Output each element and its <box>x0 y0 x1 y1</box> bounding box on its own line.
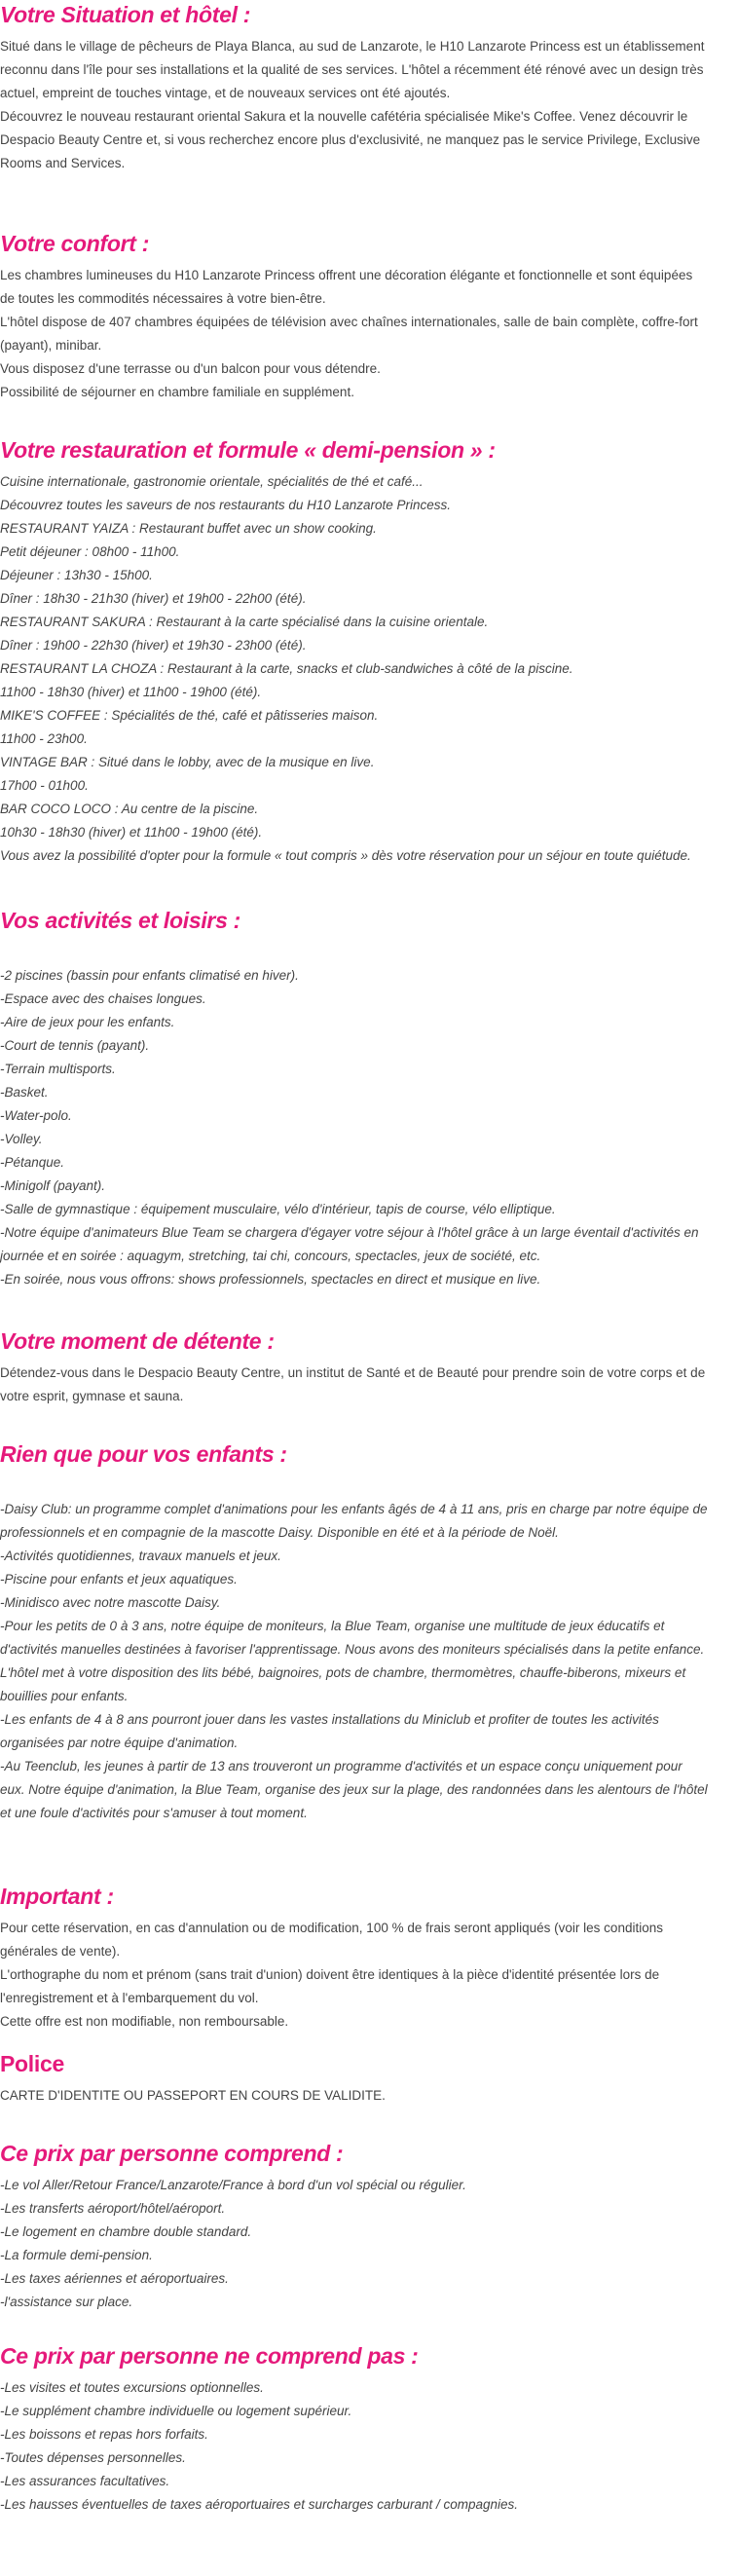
text-line: Cuisine internationale, gastronomie orientale, spécialités de thé et café... <box>0 474 424 489</box>
text-line: d'activités manuelles destinées à favoriser l'apprentissage. Nous avons des moniteurs spécialisés dans la petite enfance. <box>0 1642 705 1657</box>
section-body-situation <box>0 35 732 175</box>
text-line: professionnels et en compagnie de la mascotte Daisy. Disponible en été et à la période de Noël. <box>0 1525 559 1540</box>
text-line: -Espace avec des chaises longues. <box>0 991 206 1006</box>
text-line: -Les transferts aéroport/hôtel/aéroport. <box>0 2201 226 2216</box>
section-detente <box>0 1326 732 1408</box>
section-title-police: Police <box>0 2051 64 2076</box>
text-line: -La formule demi-pension. <box>0 2248 153 2262</box>
text-line: RESTAURANT LA CHOZA : Restaurant à la carte, snacks et club-sandwiches à côté de la piscine. <box>0 661 573 676</box>
text-line: -Les boissons et repas hors forfaits. <box>0 2427 208 2442</box>
text-line: -Minigolf (payant). <box>0 1178 106 1193</box>
section-title-detente: Votre moment de détente : <box>0 1328 275 1354</box>
text-line: -2 piscines (bassin pour enfants climatisé en hiver). <box>0 968 299 983</box>
text-line: BAR COCO LOCO : Au centre de la piscine. <box>0 802 259 816</box>
text-line: -Pétanque. <box>0 1155 65 1170</box>
text-line: Découvrez le nouveau restaurant oriental Sakura et la nouvelle cafétéria spécialisée Mike's Coffee. Venez découvrir le <box>0 109 688 124</box>
text-line: -Piscine pour enfants et jeux aquatiques. <box>0 1572 238 1587</box>
text-line: -Basket. <box>0 1085 49 1100</box>
text-line: Pour cette réservation, en cas d'annulation ou de modification, 100 % de frais seront appliqués (voir les conditions <box>0 1921 663 1935</box>
section-body-important <box>0 1917 732 2034</box>
section-body-restauration <box>0 470 732 868</box>
text-line: -Minidisco avec notre mascotte Daisy. <box>0 1595 221 1610</box>
text-line: de toutes les commodités nécessaires à votre bien-être. <box>0 291 326 306</box>
text-line: Vous disposez d'une terrasse ou d'un balcon pour vous détendre. <box>0 361 381 376</box>
section-restauration <box>0 435 732 868</box>
section-body-confort <box>0 264 732 404</box>
text-line: -Activités quotidiennes, travaux manuels et jeux. <box>0 1549 281 1563</box>
section-ne-comprend-pas <box>0 2341 732 2517</box>
section-title-activites: Vos activités et loisirs : <box>0 908 241 933</box>
section-body-enfants <box>0 1475 732 1825</box>
section-title-ne-comprend-pas: Ce prix par personne ne comprend pas : <box>0 2343 419 2369</box>
text-line: MIKE'S COFFEE : Spécialités de thé, café et pâtisseries maison. <box>0 708 379 723</box>
text-line: Dîner : 18h30 - 21h30 (hiver) et 19h00 - 22h00 (été). <box>0 591 307 606</box>
text-line: Déjeuner : 13h30 - 15h00. <box>0 568 153 582</box>
text-line: bouillies pour enfants. <box>0 1689 129 1703</box>
text-line: Possibilité de séjourner en chambre familiale en supplément. <box>0 385 354 399</box>
text-line: 11h00 - 23h00. <box>0 731 88 746</box>
section-title-important: Important : <box>0 1884 114 1909</box>
text-line: générales de vente). <box>0 1944 121 1959</box>
text-line: -Les enfants de 4 à 8 ans pourront jouer dans les vastes installations du Miniclub et profiter de toutes les activités <box>0 1712 659 1727</box>
text-line: organisées par notre équipe d'animation. <box>0 1736 239 1750</box>
text-line: reconnu dans l'île pour ses installations et la qualité de ses services. L'hôtel a récemment été rénové avec un design très <box>0 62 704 77</box>
text-line: -Les taxes aériennes et aéroportuaires. <box>0 2271 229 2286</box>
text-line: -En soirée, nous vous offrons: shows professionnels, spectacles en direct et musique en live. <box>0 1272 541 1287</box>
text-line: RESTAURANT YAIZA : Restaurant buffet avec un show cooking. <box>0 521 377 536</box>
section-enfants <box>0 1439 732 1825</box>
section-comprend <box>0 2139 732 2314</box>
text-line: 17h00 - 01h00. <box>0 778 89 793</box>
text-line: -Le vol Aller/Retour France/Lanzarote/France à bord d'un vol spécial ou régulier. <box>0 2178 466 2192</box>
text-line: journée et en soirée : aquagym, stretching, tai chi, concours, spectacles, jeux de société, etc. <box>0 1249 541 1263</box>
text-line: CARTE D'IDENTITE OU PASSEPORT EN COURS DE VALIDITE. <box>0 2088 386 2103</box>
text-line: eux. Notre équipe d'animation, la Blue Team, organise des jeux sur la plage, des randonnées dans les alentours de l'hôtel <box>0 1782 708 1797</box>
section-title-situation: Votre Situation et hôtel : <box>0 2 251 27</box>
text-line: L'orthographe du nom et prénom (sans trait d'union) doivent être identiques à la pièce d'identité présentée lors de <box>0 1967 660 1982</box>
section-confort <box>0 229 732 404</box>
section-title-confort: Votre confort : <box>0 231 150 256</box>
text-line: -Pour les petits de 0 à 3 ans, notre équipe de moniteurs, la Blue Team, organise une multitude de jeux éducatifs et <box>0 1619 665 1633</box>
section-body-police <box>0 2084 732 2108</box>
section-title-restauration: Votre restauration et formule « demi-pension » : <box>0 437 496 463</box>
text-line: -Daisy Club: un programme complet d'animations pour les enfants âgés de 4 à 11 ans, pris en charge par notre équipe de <box>0 1502 708 1516</box>
text-line: -Notre équipe d'animateurs Blue Team se chargera d'égayer votre séjour à l'hôtel grâce à un large éventail d'activités en <box>0 1225 699 1240</box>
text-line: Les chambres lumineuses du H10 Lanzarote Princess offrent une décoration élégante et fonctionnelle et sont équipées <box>0 268 693 282</box>
text-line: actuel, empreint de touches vintage, et de nouveaux services ont été ajoutés. <box>0 86 451 100</box>
section-activites <box>0 906 732 1291</box>
text-line: Rooms and Services. <box>0 156 126 170</box>
text-line: -l'assistance sur place. <box>0 2295 133 2309</box>
text-line: 10h30 - 18h30 (hiver) et 11h00 - 19h00 (été). <box>0 825 263 840</box>
text-line: -Volley. <box>0 1132 43 1146</box>
text-line: -Le logement en chambre double standard. <box>0 2224 252 2239</box>
section-body-activites <box>0 941 732 1291</box>
text-line: -Water-polo. <box>0 1108 72 1123</box>
text-line: Cette offre est non modifiable, non remboursable. <box>0 2014 289 2029</box>
text-line: L'hôtel met à votre disposition des lits bébé, baignoires, pots de chambre, thermomètres, chauffe-biberons, mixeurs et <box>0 1665 686 1680</box>
text-line: et une foule d'activités pour s'amuser à tout moment. <box>0 1806 308 1820</box>
section-title-enfants: Rien que pour vos enfants : <box>0 1441 287 1467</box>
text-line: -Les assurances facultatives. <box>0 2474 170 2488</box>
text-line: votre esprit, gymnase et sauna. <box>0 1389 184 1403</box>
text-line: (payant), minibar. <box>0 338 102 353</box>
text-line: l'enregistrement et à l'embarquement du vol. <box>0 1991 259 2005</box>
section-police <box>0 2049 732 2108</box>
text-line: 11h00 - 18h30 (hiver) et 11h00 - 19h00 (été). <box>0 685 262 699</box>
text-line: RESTAURANT SAKURA : Restaurant à la carte spécialisé dans la cuisine orientale. <box>0 615 489 629</box>
text-line: -Salle de gymnastique : équipement musculaire, vélo d'intérieur, tapis de course, vélo elliptique. <box>0 1202 556 1216</box>
text-line: -Les hausses éventuelles de taxes aéroportuaires et surcharges carburant / compagnies. <box>0 2497 519 2512</box>
text-line: -Court de tennis (payant). <box>0 1038 150 1053</box>
text-line: Détendez-vous dans le Despacio Beauty Centre, un institut de Santé et de Beauté pour prendre soin de votre corps et de <box>0 1365 706 1380</box>
text-line: -Terrain multisports. <box>0 1062 116 1076</box>
section-situation <box>0 0 732 175</box>
text-line: -Au Teenclub, les jeunes à partir de 13 ans trouveront un programme d'activités et un espace conçu uniquement pour <box>0 1759 683 1773</box>
text-line: -Le supplément chambre individuelle ou logement supérieur. <box>0 2404 352 2418</box>
text-line: Situé dans le village de pêcheurs de Playa Blanca, au sud de Lanzarote, le H10 Lanzarote Princess est un établissement <box>0 39 705 54</box>
text-line: -Les visites et toutes excursions optionnelles. <box>0 2380 264 2395</box>
section-body-ne-comprend-pas <box>0 2376 732 2517</box>
section-body-detente <box>0 1362 732 1408</box>
text-line: Despacio Beauty Centre et, si vous recherchez encore plus d'exclusivité, ne manquez pas le service Privilege, Exclusive <box>0 132 701 147</box>
text-line: Petit déjeuner : 08h00 - 11h00. <box>0 544 180 559</box>
text-line: Dîner : 19h00 - 22h30 (hiver) et 19h30 - 23h00 (été). <box>0 638 307 653</box>
text-line: L'hôtel dispose de 407 chambres équipées de télévision avec chaînes internationales, salle de bain complète, coffre-fort <box>0 315 698 329</box>
text-line: -Toutes dépenses personnelles. <box>0 2450 186 2465</box>
section-important <box>0 1882 732 2034</box>
text-line: Vous avez la possibilité d'opter pour la formule « tout compris » dès votre réservation pour un séjour en toute quiétude. <box>0 848 691 863</box>
section-body-comprend <box>0 2174 732 2314</box>
section-title-comprend: Ce prix par personne comprend : <box>0 2141 344 2166</box>
text-line: Découvrez toutes les saveurs de nos restaurants du H10 Lanzarote Princess. <box>0 498 451 512</box>
text-line: -Aire de jeux pour les enfants. <box>0 1015 175 1029</box>
text-line: VINTAGE BAR : Situé dans le lobby, avec de la musique en live. <box>0 755 375 769</box>
